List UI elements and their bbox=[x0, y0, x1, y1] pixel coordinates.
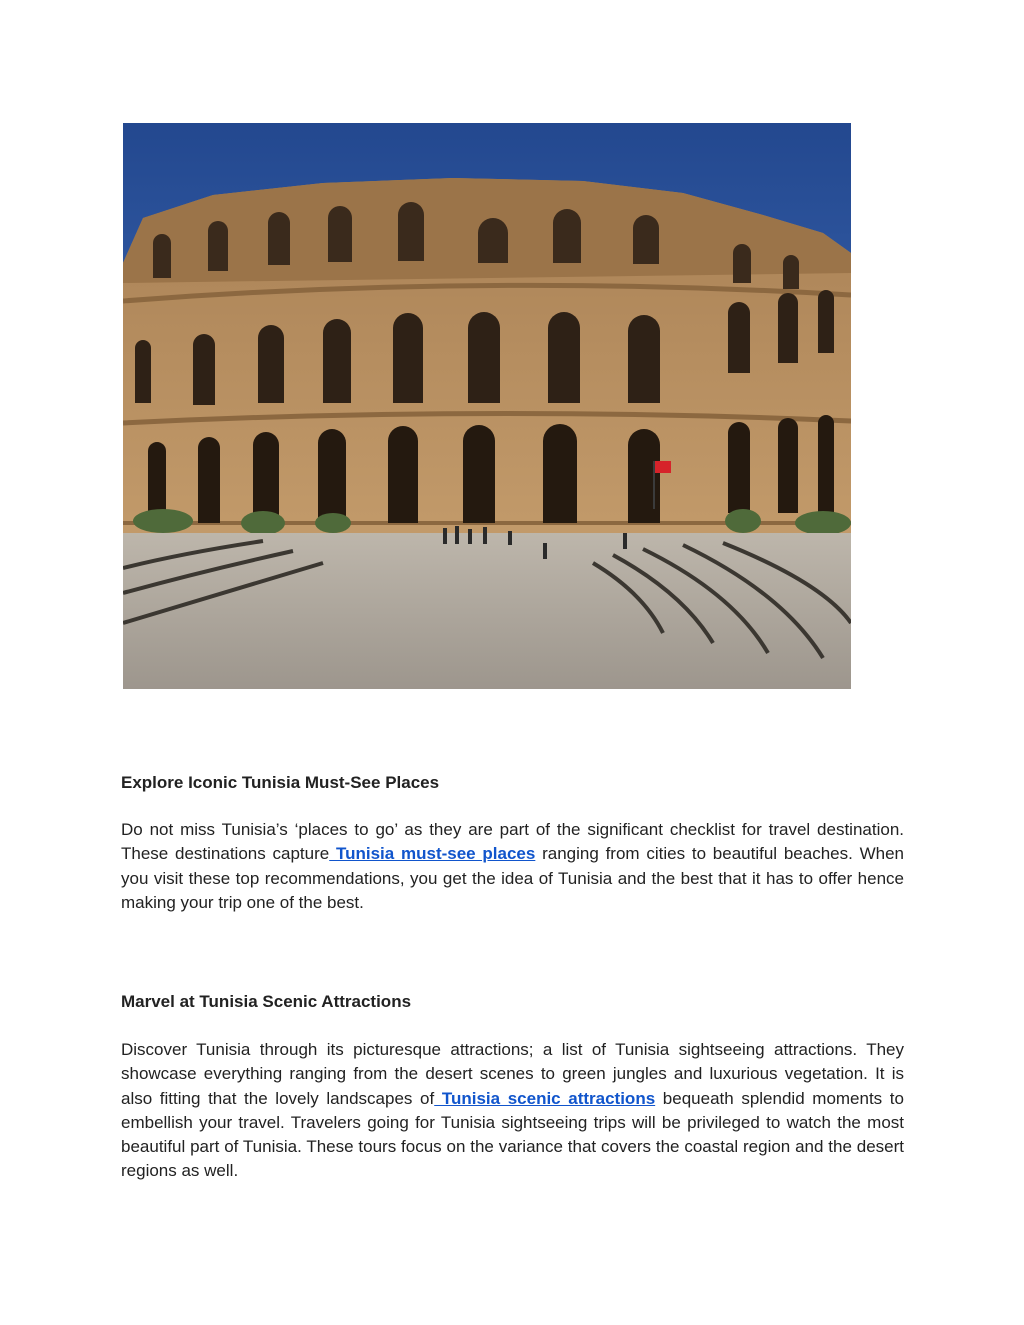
section-paragraph-scenic bbox=[121, 1038, 904, 1184]
paragraph-text: bequeath splendid moments to embellish your travel. Travelers going for Tunisia sightseeing trips will be privileged to watch the most beautiful part of Tunisia. These tours focus on the variance that covers the coastal region and the desert regions as well. bbox=[121, 1088, 904, 1181]
link-tunisia-scenic-attractions[interactable]: Tunisia scenic attractions bbox=[434, 1088, 656, 1108]
paragraph-text: Discover Tunisia through its picturesque attractions; a list of Tunisia sightseeing attractions. They showcase everything ranging from the desert scenes to green jungles and luxurious vegetation. It is also fitting that the lovely landscapes of bbox=[121, 1040, 904, 1108]
amphitheatre-illustration bbox=[123, 123, 851, 689]
amphitheatre-photo bbox=[123, 123, 851, 689]
link-tunisia-must-see-places[interactable]: Tunisia must-see places bbox=[329, 844, 536, 864]
paragraph-text: Do not miss Tunisia’s ‘places to go’ as they are part of the significant checklist for travel destination. These destinations capture bbox=[121, 820, 904, 864]
section-heading-must-see: Explore Iconic Tunisia Must-See Places bbox=[121, 773, 440, 792]
section-paragraph-must-see bbox=[121, 818, 904, 915]
section-heading-scenic: Marvel at Tunisia Scenic Attractions bbox=[121, 992, 412, 1011]
paragraph-text: ranging from cities to beautiful beaches. When you visit these top recommendations, you get the idea of Tunisia and the best that it has to offer hence making your trip one of the best. bbox=[121, 844, 905, 912]
